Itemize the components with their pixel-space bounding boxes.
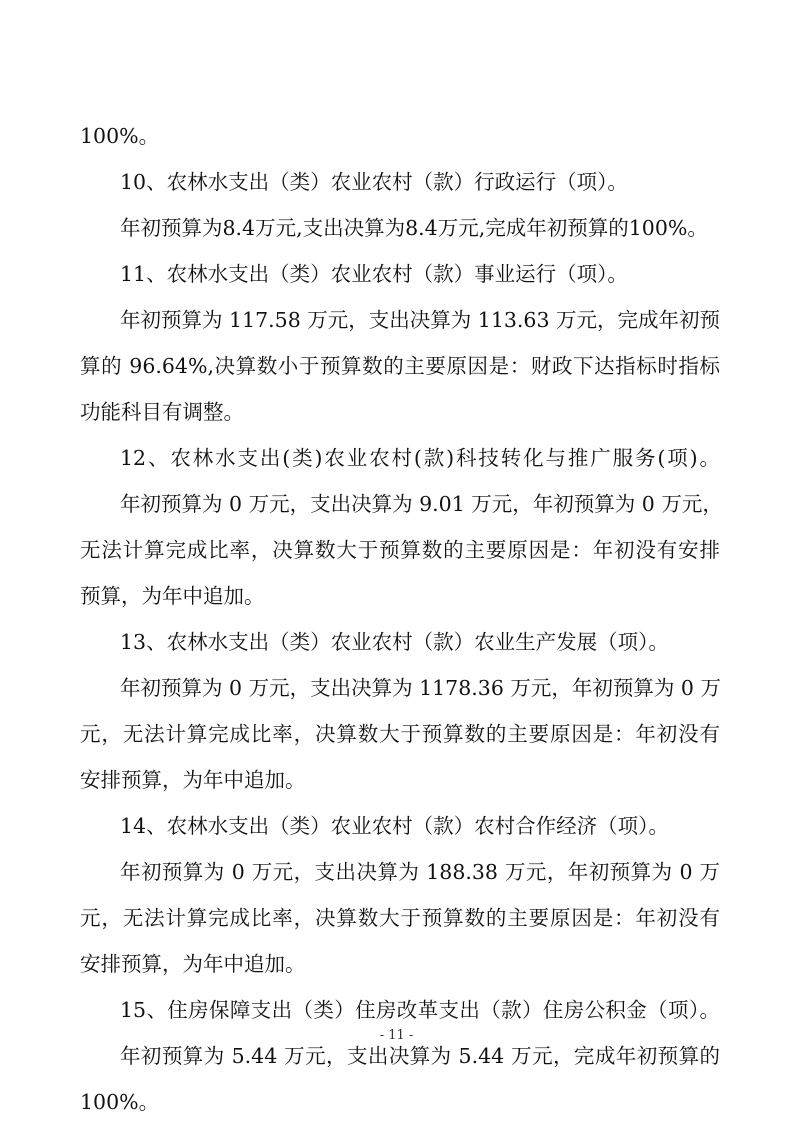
text-line: 安排预算，为年中追加。: [80, 951, 306, 976]
item-heading: 10、农林水支出（类）农业农村（款）行政运行（项）。: [120, 169, 628, 194]
text-line: 年初预算为 0 万元，支出决算为 1178.36 万元，年初预算为 0 万: [120, 675, 721, 700]
item-heading: 12、农林水支出(类)农业农村(款)科技转化与推广服务(项)。: [120, 445, 720, 470]
item-heading: 14、农林水支出（类）农业农村（款）农村合作经济（项）。: [120, 813, 669, 838]
text-line: 元，无法计算完成比率，决算数大于预算数的主要原因是：年初没有: [80, 905, 720, 930]
text-line: 年初预算为 0 万元，支出决算为 9.01 万元，年初预算为 0 万元，: [120, 491, 723, 516]
text-line: 100%。: [80, 123, 160, 148]
text-line: 年初预算为 117.58 万元，支出决算为 113.63 万元，完成年初预: [120, 307, 721, 332]
text-line: 元，无法计算完成比率，决算数大于预算数的主要原因是：年初没有: [80, 721, 720, 746]
text-line: 年初预算为 0 万元，支出决算为 188.38 万元，年初预算为 0 万: [120, 859, 720, 884]
text-line: 年初预算为 5.44 万元，支出决算为 5.44 万元，完成年初预算的: [120, 1043, 720, 1068]
page-number: - 11 -: [379, 1028, 414, 1043]
text-line: 年初预算为8.4万元,支出决算为8.4万元,完成年初预算的100%。: [120, 215, 708, 240]
text-line: 无法计算完成比率，决算数大于预算数的主要原因是：年初没有安排: [80, 537, 720, 562]
text-line: 预算，为年中追加。: [80, 583, 265, 608]
text-line: 100%。: [80, 1089, 160, 1114]
item-heading: 15、住房保障支出（类）住房改革支出（款）住房公积金（项）。: [120, 997, 720, 1022]
text-line: 算的 96.64%,决算数小于预算数的主要原因是：财政下达指标时指标: [80, 353, 720, 378]
item-heading: 11、农林水支出（类）农业农村（款）事业运行（项）。: [120, 261, 628, 286]
item-heading: 13、农林水支出（类）农业农村（款）农业生产发展（项）。: [120, 629, 669, 654]
text-line: 功能科目有调整。: [80, 399, 244, 424]
text-line: 安排预算，为年中追加。: [80, 767, 306, 792]
